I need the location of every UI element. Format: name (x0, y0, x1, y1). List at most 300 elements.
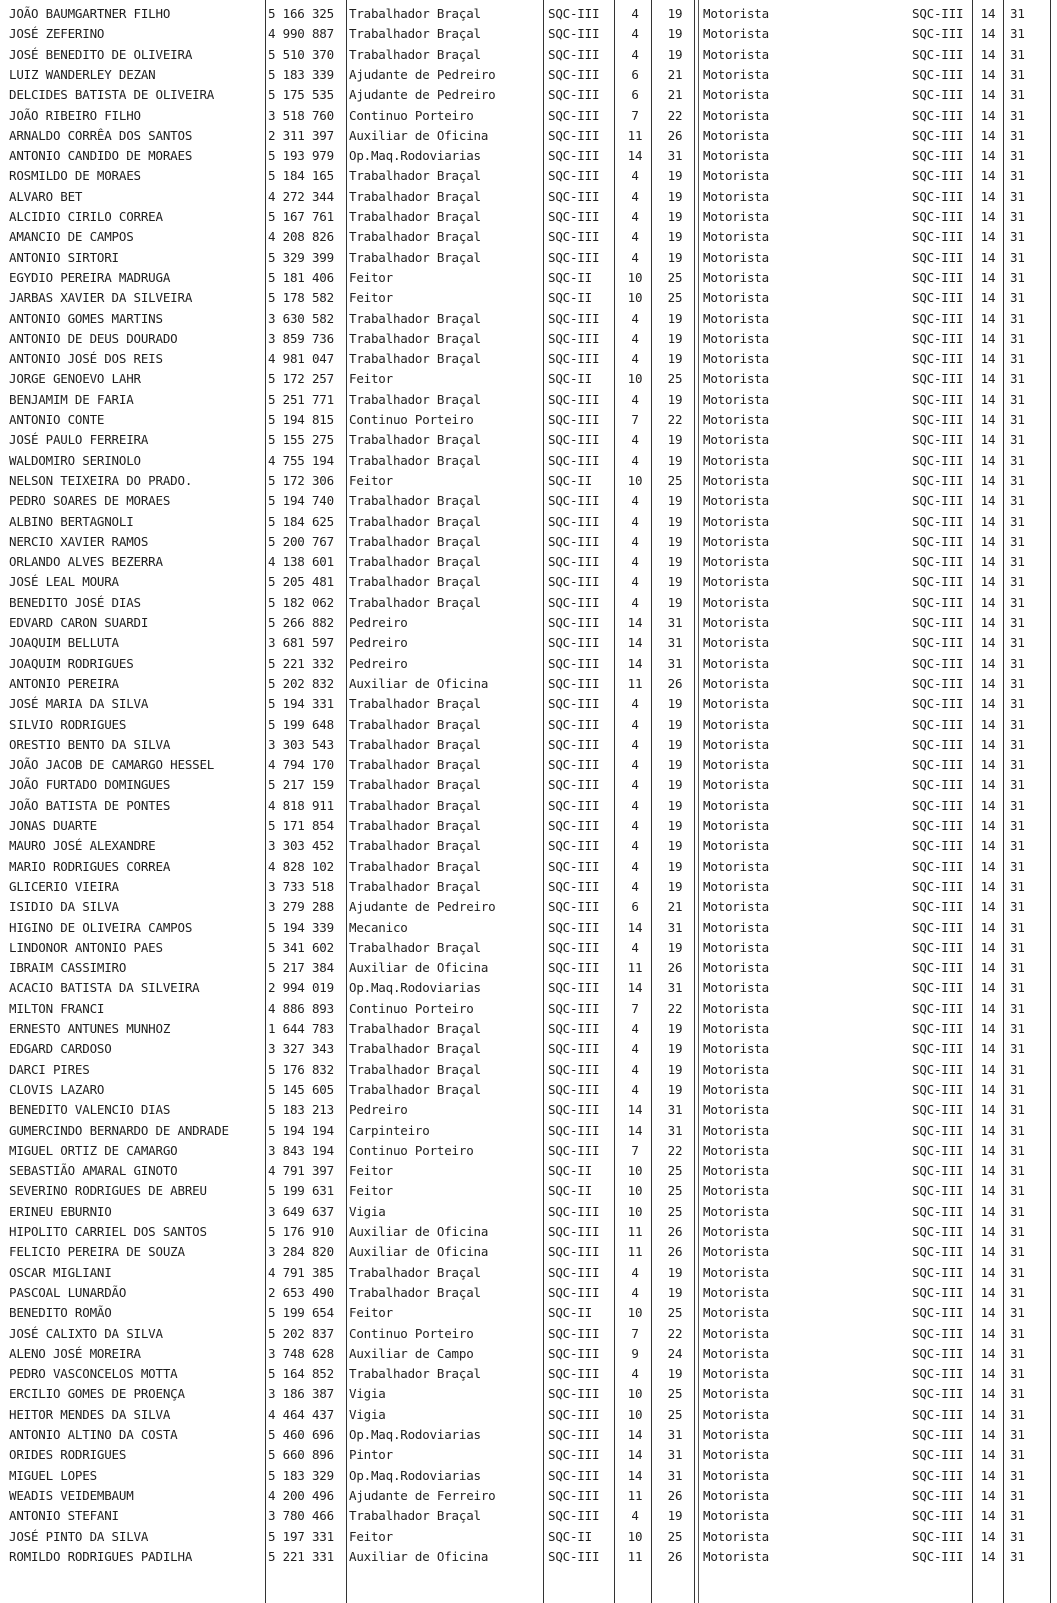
current-reference: 19 (667, 1061, 683, 1077)
new-reference: 31 (1010, 1548, 1025, 1564)
new-class: SQC-III (912, 736, 964, 752)
new-reference: 31 (1010, 1366, 1025, 1382)
current-level: 4 (631, 188, 639, 204)
current-level: 4 (631, 1061, 639, 1077)
new-level: 14 (980, 168, 996, 184)
new-position: Motorista (703, 391, 769, 407)
current-position: Continuo Porteiro (349, 1000, 474, 1016)
table-row (0, 1222, 1057, 1242)
current-class: SQC-III (548, 229, 600, 245)
current-level: 4 (631, 1508, 639, 1524)
employee-name: MILTON FRANCI (9, 1000, 105, 1016)
current-class: SQC-III (548, 797, 600, 813)
current-level: 14 (627, 1102, 643, 1118)
new-reference: 31 (1010, 838, 1025, 854)
new-class: SQC-III (912, 797, 964, 813)
new-class: SQC-III (912, 655, 964, 671)
new-level: 14 (980, 919, 996, 935)
new-level: 14 (980, 594, 996, 610)
current-level: 4 (631, 878, 639, 894)
current-class: SQC-III (548, 87, 600, 103)
new-level: 14 (980, 939, 996, 955)
current-reference: 25 (667, 1528, 683, 1544)
employee-name: JOSÉ LEAL MOURA (9, 574, 119, 590)
new-class: SQC-III (912, 1467, 964, 1483)
new-reference: 31 (1010, 391, 1025, 407)
table-row (0, 1547, 1057, 1567)
table-row (0, 897, 1057, 917)
new-level: 14 (980, 777, 996, 793)
current-level: 10 (627, 1406, 643, 1422)
new-level: 14 (980, 351, 996, 367)
current-reference: 19 (667, 838, 683, 854)
table-row (0, 958, 1057, 978)
current-class: SQC-III (548, 554, 600, 570)
new-reference: 31 (1010, 1102, 1025, 1118)
new-level: 14 (980, 1427, 996, 1442)
table-row (0, 755, 1057, 775)
new-class: SQC-III (912, 391, 964, 407)
employee-name: PASCOAL LUNARDÃO (9, 1284, 127, 1300)
table-row (0, 877, 1057, 897)
employee-name: EGYDIO PEREIRA MADRUGA (9, 269, 171, 285)
employee-name: ALBINO BERTAGNOLI (9, 513, 134, 529)
new-class: SQC-III (912, 1366, 964, 1382)
current-level: 4 (631, 432, 639, 448)
table-row (0, 694, 1057, 714)
current-class: SQC-III (548, 615, 600, 630)
new-position: Motorista (703, 472, 769, 488)
current-class: SQC-III (548, 26, 600, 42)
current-position: Trabalhador Braçal (349, 1264, 481, 1280)
current-position: Trabalhador Braçal (349, 6, 481, 21)
new-position: Motorista (703, 452, 769, 468)
employee-name: SEVERINO RODRIGUES DE ABREU (9, 1183, 207, 1199)
current-class: SQC-III (548, 310, 600, 326)
current-level: 4 (631, 818, 639, 833)
current-class: SQC-III (548, 1224, 600, 1239)
employee-name: EDVARD CARON SUARDI (9, 615, 149, 630)
current-reference: 31 (667, 615, 683, 630)
new-position: Motorista (703, 1122, 769, 1138)
current-level: 4 (631, 452, 639, 468)
new-class: SQC-III (912, 472, 964, 488)
current-position: Trabalhador Braçal (349, 878, 481, 894)
current-position: Ajudante de Ferreiro (349, 1487, 496, 1503)
table-row (0, 390, 1057, 410)
current-reference: 26 (667, 1224, 683, 1239)
current-position: Trabalhador Braçal (349, 188, 481, 204)
current-class: SQC-III (548, 1041, 600, 1057)
new-position: Motorista (703, 1264, 769, 1280)
table-row (0, 187, 1057, 207)
table-row (0, 430, 1057, 450)
current-reference: 21 (667, 899, 683, 915)
new-level: 14 (980, 1305, 996, 1321)
new-position: Motorista (703, 1244, 769, 1260)
registration-number: 5 194 194 (268, 1122, 334, 1138)
new-level: 14 (980, 371, 996, 387)
current-class: SQC-III (548, 1366, 600, 1382)
current-reference: 19 (667, 229, 683, 245)
current-class: SQC-III (548, 209, 600, 224)
new-level: 14 (980, 980, 996, 996)
new-reference: 31 (1010, 716, 1025, 732)
current-reference: 19 (667, 209, 683, 224)
new-class: SQC-III (912, 1548, 964, 1564)
new-reference: 31 (1010, 1021, 1025, 1036)
new-level: 14 (980, 513, 996, 529)
current-class: SQC-III (548, 1427, 600, 1442)
new-class: SQC-III (912, 209, 964, 224)
registration-number: 4 794 170 (268, 757, 334, 773)
new-reference: 31 (1010, 351, 1025, 367)
table-row (0, 248, 1057, 268)
registration-number: 3 843 194 (268, 1142, 334, 1158)
table-row (0, 572, 1057, 592)
current-position: Trabalhador Braçal (349, 777, 481, 793)
registration-number: 5 164 852 (268, 1366, 334, 1382)
current-reference: 26 (667, 1487, 683, 1503)
new-reference: 31 (1010, 1406, 1025, 1422)
current-class: SQC-III (548, 493, 600, 509)
employee-name: JOSÉ MARIA DA SILVA (9, 696, 149, 712)
registration-number: 4 272 344 (268, 188, 334, 204)
current-reference: 19 (667, 310, 683, 326)
current-level: 4 (631, 696, 639, 712)
current-position: Continuo Porteiro (349, 1142, 474, 1158)
registration-number: 3 649 637 (268, 1203, 334, 1219)
new-class: SQC-III (912, 554, 964, 570)
employee-name: JOÃO BATISTA DE PONTES (9, 797, 171, 813)
new-reference: 31 (1010, 310, 1025, 326)
current-position: Trabalhador Braçal (349, 168, 481, 184)
registration-number: 4 990 887 (268, 26, 334, 42)
new-class: SQC-III (912, 1244, 964, 1260)
new-position: Motorista (703, 1487, 769, 1503)
current-level: 7 (631, 412, 639, 427)
table-row (0, 593, 1057, 613)
current-reference: 25 (667, 269, 683, 285)
new-level: 14 (980, 330, 996, 346)
new-position: Motorista (703, 26, 769, 42)
current-position: Trabalhador Braçal (349, 574, 481, 590)
new-position: Motorista (703, 919, 769, 935)
current-level: 7 (631, 1142, 639, 1158)
new-level: 14 (980, 1142, 996, 1158)
new-reference: 31 (1010, 269, 1025, 285)
current-class: SQC-III (548, 919, 600, 935)
new-position: Motorista (703, 432, 769, 448)
new-level: 14 (980, 696, 996, 712)
new-level: 14 (980, 127, 996, 143)
new-level: 14 (980, 1061, 996, 1077)
table-row (0, 1263, 1057, 1283)
current-position: Vigia (349, 1386, 386, 1402)
employee-name: ISIDIO DA SILVA (9, 899, 119, 915)
current-position: Trabalhador Braçal (349, 533, 481, 549)
current-level: 4 (631, 330, 639, 346)
employee-name: ERINEU EBURNIO (9, 1203, 112, 1219)
current-reference: 19 (667, 1081, 683, 1097)
new-class: SQC-III (912, 168, 964, 184)
current-level: 14 (627, 148, 643, 164)
table-row (0, 857, 1057, 877)
registration-number: 4 828 102 (268, 858, 334, 874)
new-reference: 31 (1010, 1203, 1025, 1219)
current-reference: 25 (667, 290, 683, 306)
new-class: SQC-III (912, 878, 964, 894)
current-reference: 19 (667, 493, 683, 509)
new-level: 14 (980, 655, 996, 671)
new-level: 14 (980, 1021, 996, 1036)
new-level: 14 (980, 209, 996, 224)
current-position: Trabalhador Braçal (349, 249, 481, 265)
employee-name: BENJAMIM DE FARIA (9, 391, 134, 407)
current-reference: 25 (667, 1183, 683, 1199)
new-position: Motorista (703, 635, 769, 651)
current-class: SQC-III (548, 1244, 600, 1260)
current-level: 4 (631, 1284, 639, 1300)
new-reference: 31 (1010, 127, 1025, 143)
registration-number: 5 199 648 (268, 716, 334, 732)
employee-name: OSCAR MIGLIANI (9, 1264, 112, 1280)
current-reference: 19 (667, 1508, 683, 1524)
employee-name: SILVIO RODRIGUES (9, 716, 127, 732)
current-class: SQC-III (548, 1284, 600, 1300)
new-position: Motorista (703, 818, 769, 833)
current-position: Trabalhador Braçal (349, 1061, 481, 1077)
current-reference: 24 (667, 1345, 683, 1361)
table-row (0, 1202, 1057, 1222)
current-position: Trabalhador Braçal (349, 696, 481, 712)
current-reference: 31 (667, 635, 683, 651)
current-level: 4 (631, 209, 639, 224)
current-class: SQC-III (548, 127, 600, 143)
new-class: SQC-III (912, 310, 964, 326)
new-class: SQC-III (912, 960, 964, 976)
new-class: SQC-III (912, 1487, 964, 1503)
current-reference: 19 (667, 1041, 683, 1057)
current-reference: 19 (667, 513, 683, 529)
registration-number: 5 194 331 (268, 696, 334, 712)
current-class: SQC-III (548, 188, 600, 204)
new-position: Motorista (703, 1284, 769, 1300)
current-position: Feitor (349, 1305, 393, 1321)
table-row (0, 1445, 1057, 1465)
current-reference: 19 (667, 249, 683, 265)
new-reference: 31 (1010, 858, 1025, 874)
new-level: 14 (980, 229, 996, 245)
current-reference: 31 (667, 1427, 683, 1442)
employee-name: JOSÉ PAULO FERREIRA (9, 432, 149, 448)
new-position: Motorista (703, 351, 769, 367)
registration-number: 5 184 165 (268, 168, 334, 184)
employee-name: ORESTIO BENTO DA SILVA (9, 736, 171, 752)
registration-number: 3 681 597 (268, 635, 334, 651)
employee-name: MIGUEL ORTIZ DE CAMARGO (9, 1142, 178, 1158)
table-row (0, 1181, 1057, 1201)
current-class: SQC-III (548, 1487, 600, 1503)
current-position: Trabalhador Braçal (349, 1081, 481, 1097)
new-level: 14 (980, 1467, 996, 1483)
new-level: 14 (980, 757, 996, 773)
registration-number: 3 748 628 (268, 1345, 334, 1361)
current-position: Trabalhador Braçal (349, 26, 481, 42)
new-position: Motorista (703, 107, 769, 123)
new-level: 14 (980, 472, 996, 488)
new-level: 14 (980, 1102, 996, 1118)
new-position: Motorista (703, 412, 769, 427)
current-reference: 19 (667, 939, 683, 955)
new-class: SQC-III (912, 26, 964, 42)
current-position: Trabalhador Braçal (349, 229, 481, 245)
new-position: Motorista (703, 574, 769, 590)
registration-number: 5 175 535 (268, 87, 334, 103)
employee-name: ANTONIO PEREIRA (9, 675, 119, 691)
current-position: Ajudante de Pedreiro (349, 899, 496, 915)
current-reference: 31 (667, 148, 683, 164)
new-level: 14 (980, 290, 996, 306)
new-class: SQC-III (912, 412, 964, 427)
new-level: 14 (980, 1345, 996, 1361)
current-class: SQC-III (548, 391, 600, 407)
current-position: Trabalhador Braçal (349, 1508, 481, 1524)
employee-name: DELCIDES BATISTA DE OLIVEIRA (9, 87, 215, 103)
employee-name: HIGINO DE OLIVEIRA CAMPOS (9, 919, 193, 935)
table-row (0, 1141, 1057, 1161)
current-level: 4 (631, 858, 639, 874)
employee-name: LUIZ WANDERLEY DEZAN (9, 66, 156, 82)
new-class: SQC-III (912, 1386, 964, 1402)
new-class: SQC-III (912, 148, 964, 164)
current-level: 11 (627, 1487, 643, 1503)
new-class: SQC-III (912, 818, 964, 833)
current-class: SQC-III (548, 168, 600, 184)
current-position: Feitor (349, 269, 393, 285)
current-position: Trabalhador Braçal (349, 1366, 481, 1382)
registration-number: 5 172 257 (268, 371, 334, 387)
new-level: 14 (980, 188, 996, 204)
table-row (0, 938, 1057, 958)
employee-name: ROMILDO RODRIGUES PADILHA (9, 1548, 193, 1564)
new-class: SQC-III (912, 1447, 964, 1463)
table-row (0, 85, 1057, 105)
current-level: 4 (631, 26, 639, 42)
current-position: Trabalhador Braçal (349, 351, 481, 367)
current-reference: 21 (667, 87, 683, 103)
new-reference: 31 (1010, 1244, 1025, 1260)
table-row (0, 410, 1057, 430)
new-position: Motorista (703, 615, 769, 630)
current-position: Feitor (349, 1163, 393, 1179)
table-row (0, 451, 1057, 471)
new-level: 14 (980, 1325, 996, 1341)
current-reference: 31 (667, 919, 683, 935)
registration-number: 5 176 832 (268, 1061, 334, 1077)
current-position: Trabalhador Braçal (349, 493, 481, 509)
new-level: 14 (980, 554, 996, 570)
new-level: 14 (980, 1487, 996, 1503)
employee-name: ANTONIO CONTE (9, 412, 105, 427)
current-level: 10 (627, 1203, 643, 1219)
registration-number: 5 193 979 (268, 148, 334, 164)
new-position: Motorista (703, 716, 769, 732)
new-reference: 31 (1010, 533, 1025, 549)
current-position: Trabalhador Braçal (349, 1021, 481, 1036)
current-level: 4 (631, 391, 639, 407)
employee-name: MIGUEL LOPES (9, 1467, 97, 1483)
current-reference: 19 (667, 452, 683, 468)
registration-number: 5 202 832 (268, 675, 334, 691)
employee-name: ANTONIO GOMES MARTINS (9, 310, 163, 326)
current-class: SQC-III (548, 757, 600, 773)
new-reference: 31 (1010, 899, 1025, 915)
new-level: 14 (980, 1447, 996, 1463)
new-position: Motorista (703, 493, 769, 509)
new-class: SQC-III (912, 574, 964, 590)
current-class: SQC-III (548, 635, 600, 651)
new-class: SQC-III (912, 1061, 964, 1077)
current-position: Trabalhador Braçal (349, 797, 481, 813)
new-position: Motorista (703, 513, 769, 529)
employee-name: JOSÉ CALIXTO DA SILVA (9, 1325, 163, 1341)
current-level: 4 (631, 736, 639, 752)
new-level: 14 (980, 452, 996, 468)
table-row (0, 552, 1057, 572)
current-position: Trabalhador Braçal (349, 736, 481, 752)
new-level: 14 (980, 1203, 996, 1219)
current-reference: 26 (667, 960, 683, 976)
new-level: 14 (980, 1244, 996, 1260)
new-class: SQC-III (912, 1122, 964, 1138)
current-level: 4 (631, 838, 639, 854)
new-position: Motorista (703, 269, 769, 285)
new-reference: 31 (1010, 818, 1025, 833)
new-level: 14 (980, 675, 996, 691)
registration-number: 4 981 047 (268, 351, 334, 367)
new-reference: 31 (1010, 472, 1025, 488)
table-row (0, 674, 1057, 694)
new-class: SQC-III (912, 757, 964, 773)
registration-number: 3 303 543 (268, 736, 334, 752)
current-position: Trabalhador Braçal (349, 310, 481, 326)
employee-name: ANTONIO STEFANI (9, 1508, 119, 1524)
registration-number: 4 791 397 (268, 1163, 334, 1179)
new-position: Motorista (703, 899, 769, 915)
new-position: Motorista (703, 1325, 769, 1341)
current-class: SQC-II (548, 290, 592, 306)
current-level: 4 (631, 939, 639, 955)
registration-number: 5 167 761 (268, 209, 334, 224)
current-reference: 31 (667, 1467, 683, 1483)
current-level: 4 (631, 46, 639, 62)
new-reference: 31 (1010, 1122, 1025, 1138)
current-reference: 19 (667, 818, 683, 833)
new-position: Motorista (703, 66, 769, 82)
new-level: 14 (980, 1406, 996, 1422)
current-class: SQC-III (548, 1386, 600, 1402)
current-reference: 31 (667, 1447, 683, 1463)
current-class: SQC-II (548, 472, 592, 488)
employee-name: WEADIS VEIDEMBAUM (9, 1487, 134, 1503)
new-level: 14 (980, 1183, 996, 1199)
current-level: 10 (627, 290, 643, 306)
current-position: Auxiliar de Campo (349, 1345, 474, 1361)
registration-number: 5 183 339 (268, 66, 334, 82)
new-level: 14 (980, 533, 996, 549)
current-level: 11 (627, 1244, 643, 1260)
